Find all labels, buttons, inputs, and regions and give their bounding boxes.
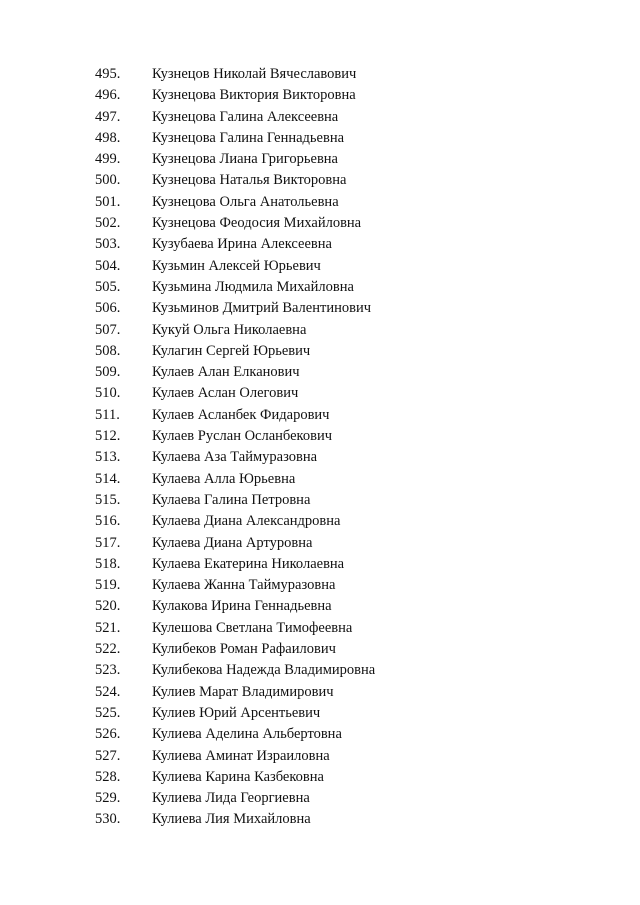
list-item: [0, 320, 640, 341]
entry-number: 524.: [95, 683, 121, 700]
list-item: [0, 639, 640, 660]
list-item: [0, 383, 640, 404]
entry-number: 502.: [95, 215, 121, 232]
entry-name: Кузнецова Наталья Викторовна: [152, 172, 347, 189]
entry-number: 527.: [95, 747, 121, 764]
entry-name: Кулиева Лида Георгиевна: [152, 790, 310, 807]
entry-name: Кузнецова Лиана Григорьевна: [152, 151, 338, 168]
entry-name: Кулаева Диана Александровна: [152, 513, 341, 530]
list-item: [0, 234, 640, 255]
entry-name: Кукуй Ольга Николаевна: [152, 321, 307, 338]
entry-name: Кулаев Аслан Олегович: [152, 385, 299, 402]
entry-name: Кулаева Жанна Таймуразовна: [152, 577, 336, 594]
entry-number: 512.: [95, 428, 121, 445]
entry-number: 517.: [95, 534, 121, 551]
entry-name: Кузнецова Галина Алексеевна: [152, 108, 339, 125]
list-item: [0, 405, 640, 426]
list-item: [0, 618, 640, 639]
entry-name: Кузьминов Дмитрий Валентинович: [152, 300, 371, 317]
entry-number: 509.: [95, 364, 121, 381]
list-item: [0, 703, 640, 724]
list-item: [0, 277, 640, 298]
list-item: [0, 64, 640, 85]
entry-number: 519.: [95, 577, 121, 594]
name-list: [0, 64, 640, 831]
entry-name: Кузнецова Феодосия Михайловна: [152, 215, 362, 232]
entry-number: 520.: [95, 598, 121, 615]
entry-number: 525.: [95, 704, 121, 721]
entry-number: 516.: [95, 513, 121, 530]
entry-number: 504.: [95, 257, 121, 274]
list-item: [0, 107, 640, 128]
list-item: [0, 533, 640, 554]
entry-name: Кулаев Руслан Осланбекович: [152, 428, 332, 445]
list-item: [0, 511, 640, 532]
list-item: [0, 469, 640, 490]
entry-name: Кузнецова Галина Геннадьевна: [152, 129, 345, 146]
list-item: [0, 809, 640, 830]
entry-number: 503.: [95, 236, 121, 253]
list-item: [0, 213, 640, 234]
list-item: [0, 554, 640, 575]
list-item: [0, 447, 640, 468]
entry-name: Кулаева Аза Таймуразовна: [152, 449, 318, 466]
list-item: [0, 298, 640, 319]
entry-name: Кулаева Екатерина Николаевна: [152, 555, 345, 572]
list-item: [0, 746, 640, 767]
entry-name: Кулаев Асланбек Фидарович: [152, 406, 330, 423]
entry-number: 500.: [95, 172, 121, 189]
entry-number: 526.: [95, 726, 121, 743]
entry-name: Кулаева Галина Петровна: [152, 491, 311, 508]
list-item: [0, 490, 640, 511]
entry-name: Кулаева Алла Юрьевна: [152, 470, 296, 487]
entry-number: 528.: [95, 768, 121, 785]
list-item: [0, 149, 640, 170]
entry-name: Кулиев Юрий Арсентьевич: [152, 704, 321, 721]
entry-name: Кулагин Сергей Юрьевич: [152, 342, 311, 359]
list-item: [0, 170, 640, 191]
entry-number: 510.: [95, 385, 121, 402]
entry-number: 511.: [95, 406, 120, 423]
entry-number: 507.: [95, 321, 121, 338]
entry-name: Кулибекова Надежда Владимировна: [152, 662, 376, 679]
entry-name: Кузнецова Виктория Викторовна: [152, 87, 356, 104]
list-item: [0, 426, 640, 447]
entry-name: Кулешова Светлана Тимофеевна: [152, 619, 353, 636]
list-item: [0, 682, 640, 703]
list-item: [0, 724, 640, 745]
list-item: [0, 660, 640, 681]
list-item: [0, 788, 640, 809]
entry-number: 521.: [95, 619, 121, 636]
entry-name: Кузнецов Николай Вячеславович: [152, 66, 357, 82]
entry-name: Кулиев Марат Владимирович: [152, 683, 334, 700]
entry-name: Кулиева Лия Михайловна: [152, 811, 311, 828]
list-item: [0, 596, 640, 617]
entry-number: 529.: [95, 790, 121, 807]
entry-name: Кулиева Карина Казбековна: [152, 768, 324, 785]
entry-number: 508.: [95, 342, 121, 359]
entry-number: 495.: [95, 66, 121, 82]
entry-name: Кулакова Ирина Геннадьевна: [152, 598, 332, 615]
list-item: [0, 256, 640, 277]
entry-number: 499.: [95, 151, 121, 168]
entry-number: 496.: [95, 87, 121, 104]
entry-number: 513.: [95, 449, 121, 466]
entry-number: 506.: [95, 300, 121, 317]
list-item: [0, 85, 640, 106]
entry-name: Кулаев Алан Елканович: [152, 364, 300, 381]
entry-name: Кулиева Аминат Израиловна: [152, 747, 330, 764]
entry-name: Кузубаева Ирина Алексеевна: [152, 236, 332, 253]
entry-name: Кузьмин Алексей Юрьевич: [152, 257, 321, 274]
entry-name: Кулиева Аделина Альбертовна: [152, 726, 342, 743]
list-item: [0, 341, 640, 362]
list-item: [0, 575, 640, 596]
entry-name: Кузьмина Людмила Михайловна: [152, 278, 354, 295]
entry-number: 501.: [95, 193, 121, 210]
entry-number: 505.: [95, 278, 121, 295]
entry-number: 522.: [95, 641, 121, 658]
entry-number: 530.: [95, 811, 121, 828]
entry-name: Кулибеков Роман Рафаилович: [152, 641, 336, 658]
list-item: [0, 362, 640, 383]
entry-number: 497.: [95, 108, 121, 125]
entry-name: Кузнецова Ольга Анатольевна: [152, 193, 339, 210]
entry-name: Кулаева Диана Артуровна: [152, 534, 313, 551]
entry-number: 515.: [95, 491, 121, 508]
entry-number: 518.: [95, 555, 121, 572]
entry-number: 498.: [95, 129, 121, 146]
list-item: [0, 767, 640, 788]
list-item: [0, 192, 640, 213]
list-item: [0, 128, 640, 149]
entry-number: 514.: [95, 470, 121, 487]
entry-number: 523.: [95, 662, 121, 679]
